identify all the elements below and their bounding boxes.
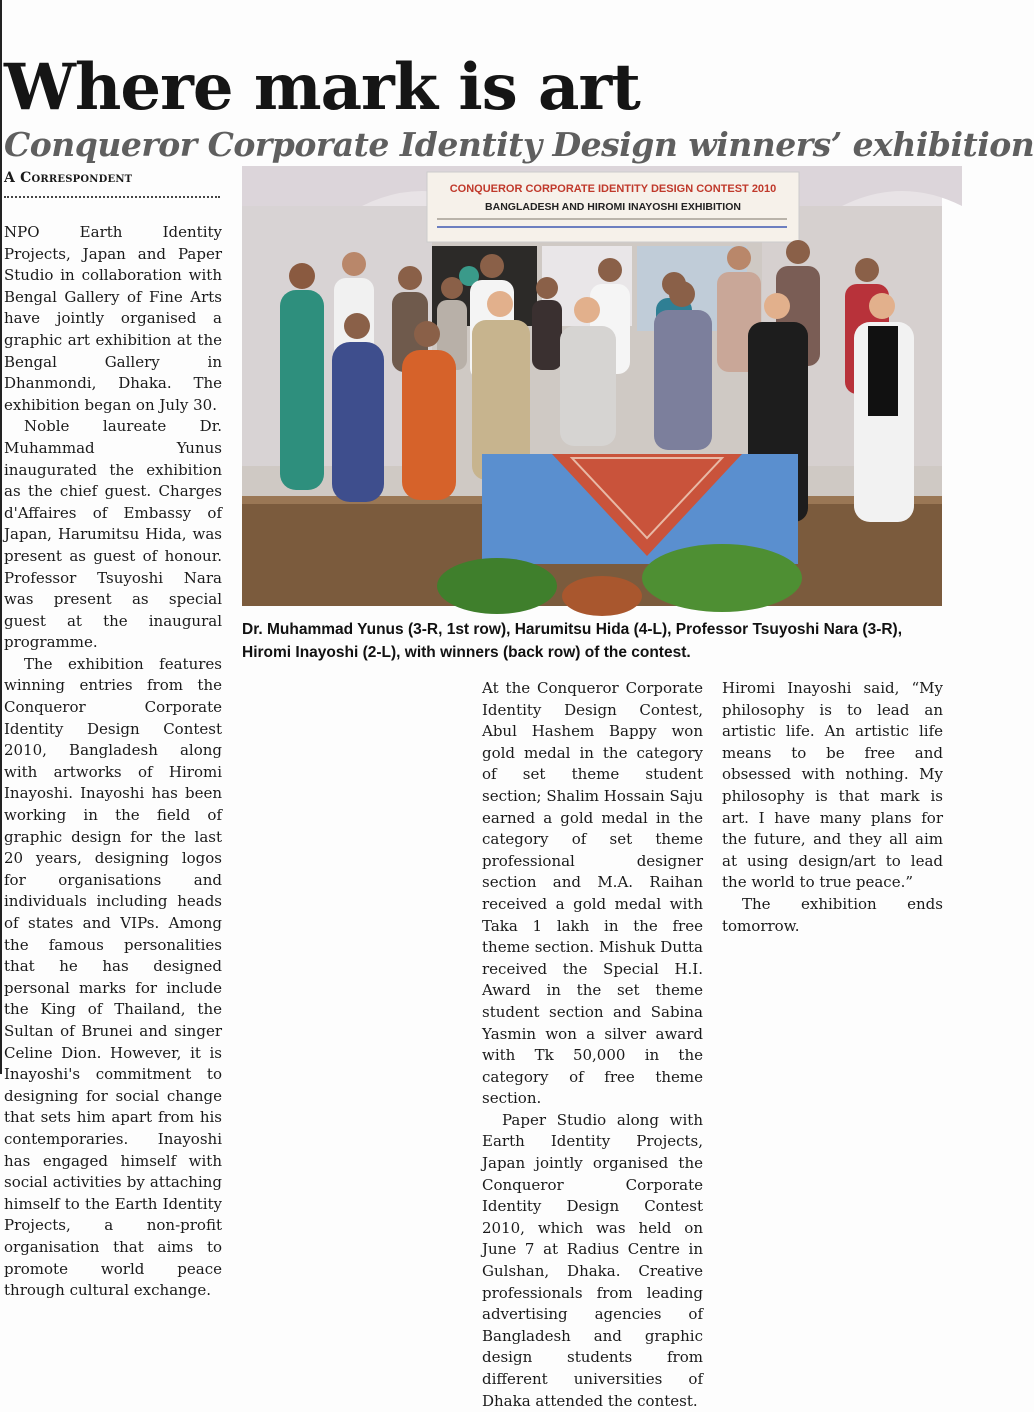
photo-banner-title: CONQUEROR CORPORATE IDENTITY DESIGN CONTEST 2010 <box>449 183 777 195</box>
photo-banner-subtitle: BANGLADESH AND HIROMI INAYOSHI EXHIBITION <box>485 201 741 213</box>
paragraph-intro: NPO Earth Identity Projects, Japan and Paper Studio in collaboration with Bengal Gallery of Fine Arts have jointly organised a graphic art exhibition at the Bengal Gallery in Dhanmondi, Dhaka. The exhibition began on July 30. <box>4 223 222 414</box>
photo-caption: Dr. Muhammad Yunus (3-R, 1st row), Harumitsu Hida (4-L), Professor Tsuyoshi Nara (3-R), Hiromi Inayoshi (2-L), with winners (back row) of the contest. <box>242 621 903 661</box>
article-column-2 <box>242 678 463 1064</box>
byline: A Correspondent <box>4 170 133 186</box>
page-left-rule <box>0 0 2 1074</box>
paragraph-awards: At the Conqueror Corporate Identity Design Contest, Abul Hashem Bappy won gold medal in the category of set theme student section; Shalim Hossain Saju earned a gold medal in the category of set theme professional designer section and M.A. Raihan received a gold medal with Taka 1 lakh in the free theme section. Mishuk Dutta received the Special H.I. Award in the set theme student section and Sabina Yasmin won a silver award with Tk 50,000 in the category of free theme section. <box>482 679 703 1108</box>
group-photo-illustration <box>242 166 942 606</box>
article-column-4 <box>722 678 943 1064</box>
paragraph-closing: The exhibition ends tomorrow. <box>722 894 943 935</box>
paragraph-guests: Noble laureate Dr. Muhammad Yunus inaugurated the exhibition as the chief guest. Charges d'Affaires of Embassy of Japan, Harumitsu Hida, was present as guest of honour. Professor Tsuyoshi Nara was present as special guest at the inaugural programme. <box>4 417 222 652</box>
event-photo <box>242 166 942 606</box>
headline: Where mark is art <box>4 49 640 125</box>
subheadline: Conqueror Corporate Identity Design winners’ exhibition <box>4 125 1034 165</box>
paragraph-organisers: Paper Studio along with Earth Identity Projects, Japan jointly organised the Conqueror Corporate Identity Design Contest 2010, which was held on June 7 at Radius Centre in Gulshan, Dhaka. Creative professionals from leading advertising agencies of Bangladesh and graphic design students from different universities of Dhaka attended the contest. <box>482 1110 703 1410</box>
article-column-3 <box>482 678 703 1410</box>
paragraph-quote: Hiromi Inayoshi said, “My philosophy is to lead an artistic life. An artistic life means to be free and obsessed with nothing. My philosophy is that mark is art. I have many plans for the future, and they all aim at using design/art to lead the world to true peace.” <box>722 679 943 892</box>
paragraph-exhibition: The exhibition features winning entries from the Conqueror Corporate Identity Design Contest 2010, Bangladesh along with artworks of Hiromi Inayoshi. Inayoshi has been working in the field of graphic design for the last 20 years, designing logos for organisations and individuals including heads of states and VIPs. Among the famous personalities that he has designed personal marks for include the King of Thailand, the Sultan of Brunei and singer Celine Dion. However, it is Inayoshi's commitment to designing for social change that sets him apart from his contemporaries. Inayoshi has engaged himself with social activities by attaching himself to the Earth Identity Projects, a non-profit organisation that aims to promote world peace through cultural exchange. <box>4 654 222 1300</box>
article-column-1 <box>4 222 222 1300</box>
byline-divider <box>4 196 220 198</box>
